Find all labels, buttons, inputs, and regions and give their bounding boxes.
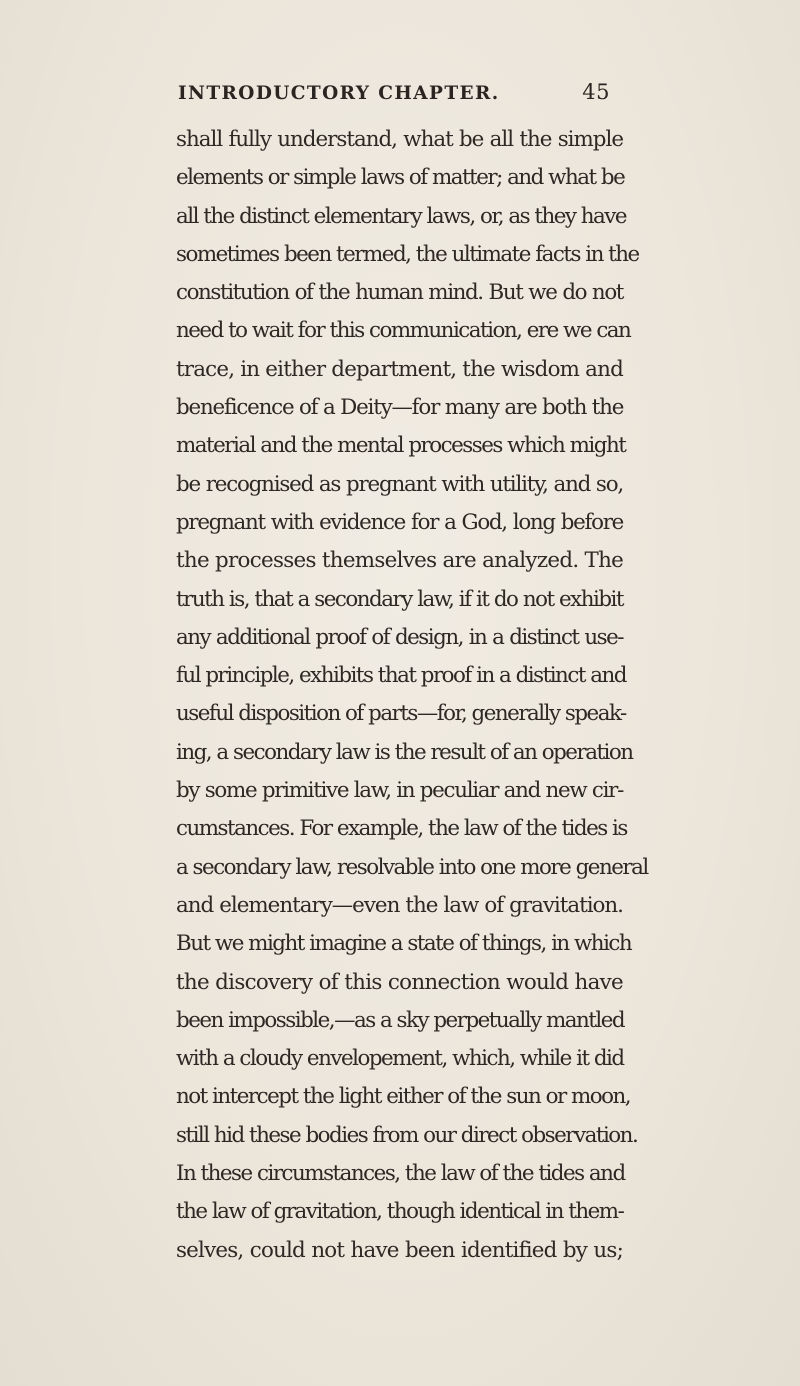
text-line: In these circumstances, the law of the tides and — [176, 1161, 625, 1187]
text-line: But we might imagine a state of things, in which — [176, 931, 632, 957]
text-line: the law of gravitation, though identical in them- — [176, 1199, 624, 1225]
running-head — [178, 80, 610, 110]
text-line: cumstances. For example, the law of the tides is — [176, 816, 627, 842]
text-line: the discovery of this connection would have — [176, 969, 623, 995]
text-line: still hid these bodies from our direct observation. — [176, 1122, 638, 1148]
text-line: truth is, that a secondary law, if it do not exhibit — [176, 586, 623, 612]
text-line: been impossible,—as a sky perpetually mantled — [176, 1007, 625, 1033]
body-text — [176, 121, 648, 1270]
text-line: selves, could not have been identified by us; — [176, 1237, 623, 1263]
text-line: constitution of the human mind. But we do not — [176, 280, 623, 306]
text-line: all the distinct elementary laws, or, as they have — [176, 203, 627, 229]
text-line: and elementary—even the law of gravitation. — [176, 892, 623, 918]
text-line: pregnant with evidence for a God, long before — [176, 509, 623, 535]
text-line: trace, in either department, the wisdom and — [176, 356, 623, 382]
text-line: material and the mental processes which might — [176, 433, 626, 459]
text-line: elements or simple laws of matter; and what be — [176, 165, 625, 191]
text-line: any additional proof of design, in a distinct use- — [176, 624, 623, 650]
chapter-title: INTRODUCTORY CHAPTER. — [178, 83, 500, 104]
text-line: sometimes been termed, the ultimate facts in the — [176, 241, 639, 267]
text-line: ful principle, exhibits that proof in a distinct and — [176, 663, 626, 689]
text-line: a secondary law, resolvable into one more general — [176, 854, 648, 880]
text-line: be recognised as pregnant with utility, and so, — [176, 471, 623, 497]
text-line: ing, a secondary law is the result of an operation — [176, 739, 633, 765]
text-line: not intercept the light either of the sun or moon, — [176, 1084, 631, 1110]
page-number: 45 — [582, 80, 610, 104]
text-line: with a cloudy envelopement, which, while it did — [176, 1046, 624, 1072]
text-line: the processes themselves are analyzed. The — [176, 548, 624, 574]
text-line: shall fully understand, what be all the simple — [176, 127, 623, 152]
text-line: need to wait for this communication, ere we can — [176, 318, 631, 344]
text-line: beneficence of a Deity—for many are both the — [176, 395, 624, 421]
text-line: by some primitive law, in peculiar and new cir- — [176, 778, 623, 804]
text-line: useful disposition of parts—for, generally speak- — [176, 701, 626, 727]
